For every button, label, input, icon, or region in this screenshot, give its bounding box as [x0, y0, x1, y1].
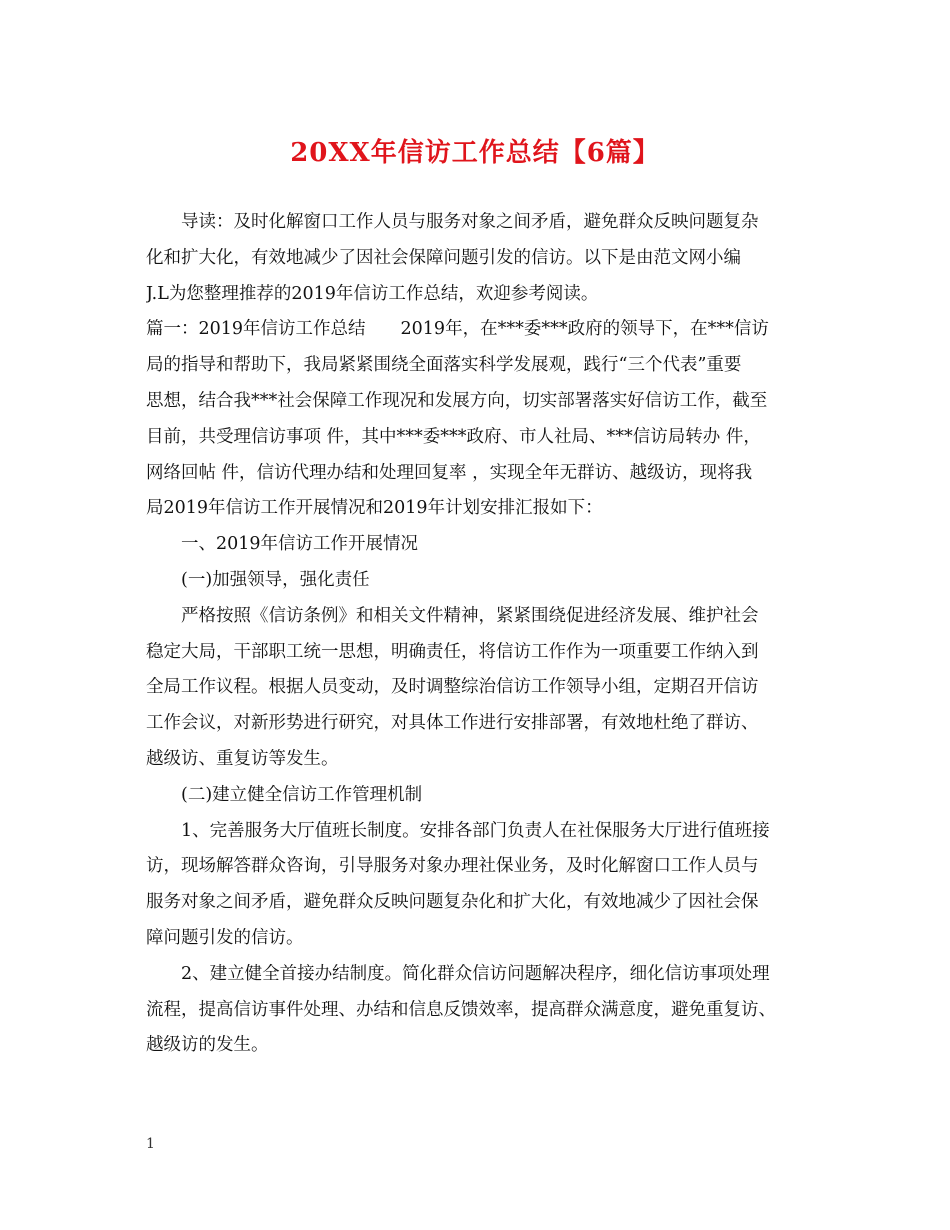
document-body: [146, 205, 818, 1064]
body-line: 化和扩大化，有效地减少了因社会保障问题引发的信访。以下是由范文网小编: [146, 247, 741, 268]
body-line: 全局工作议程。根据人员变动，及时调整综治信访工作领导小组，定期召开信访: [146, 677, 759, 698]
body-line: 局2019年信访工作开展情况和2019年计划安排汇报如下：: [146, 498, 603, 519]
body-line: 工作会议，对新形势进行研究，对具体工作进行安排部署，有效地杜绝了群访、: [146, 713, 759, 734]
document-title: 20XX年信访工作总结【6篇】: [290, 138, 660, 168]
body-line: 思想，结合我***社会保障工作现况和发展方向，切实部署落实好信访工作，截至: [146, 390, 768, 411]
body-line: 网络回帖 件，信访代理办结和处理回复率 ，实现全年无群访、越级访，现将我: [146, 462, 753, 483]
body-line: 访，现场解答群众咨询，引导服务对象办理社保业务，及时化解窗口工作人员与: [146, 856, 759, 877]
body-line: (二)建立健全信访工作管理机制: [181, 784, 423, 805]
body-line: 稳定大局，干部职工统一思想，明确责任，将信访工作作为一项重要工作纳入到: [146, 641, 759, 662]
body-line: (一)加强领导，强化责任: [181, 569, 370, 590]
body-line: 篇一：2019年信访工作总结 2019年，在***委***政府的领导下，在***信访: [146, 319, 769, 340]
body-line: 障问题引发的信访。: [146, 927, 304, 948]
body-line: 目前，共受理信访事项 件，其中***委***政府、市人社局、***信访局转办 件，: [146, 426, 761, 447]
body-line: J.L为您整理推荐的2019年信访工作总结，欢迎参考阅读。: [146, 283, 599, 304]
body-line: 导读：及时化解窗口工作人员与服务对象之间矛盾，避免群众反映问题复杂: [181, 212, 759, 232]
body-line: 越级访的发生。: [146, 1035, 269, 1056]
body-line: 1、完善服务大厅值班长制度。安排各部门负责人在社保服务大厅进行值班接: [181, 820, 770, 841]
body-line: 流程，提高信访事件处理、办结和信息反馈效率，提高群众满意度，避免重复访、: [146, 999, 776, 1020]
body-line: 服务对象之间矛盾，避免群众反映问题复杂化和扩大化，有效地减少了因社会保: [146, 892, 759, 913]
body-line: 一、2019年信访工作开展情况: [181, 534, 419, 555]
page-number: 1: [146, 1136, 155, 1152]
body-line: 越级访、重复访等发生。: [146, 748, 339, 769]
body-line: 严格按照《信访条例》和相关文件精神，紧紧围绕促进经济发展、维护社会: [181, 605, 759, 626]
body-line: 局的指导和帮助下，我局紧紧围绕全面落实科学发展观，践行“三个代表”重要: [146, 355, 742, 376]
body-line: 2、建立健全首接办结制度。简化群众信访问题解决程序，细化信访事项处理: [181, 963, 770, 984]
